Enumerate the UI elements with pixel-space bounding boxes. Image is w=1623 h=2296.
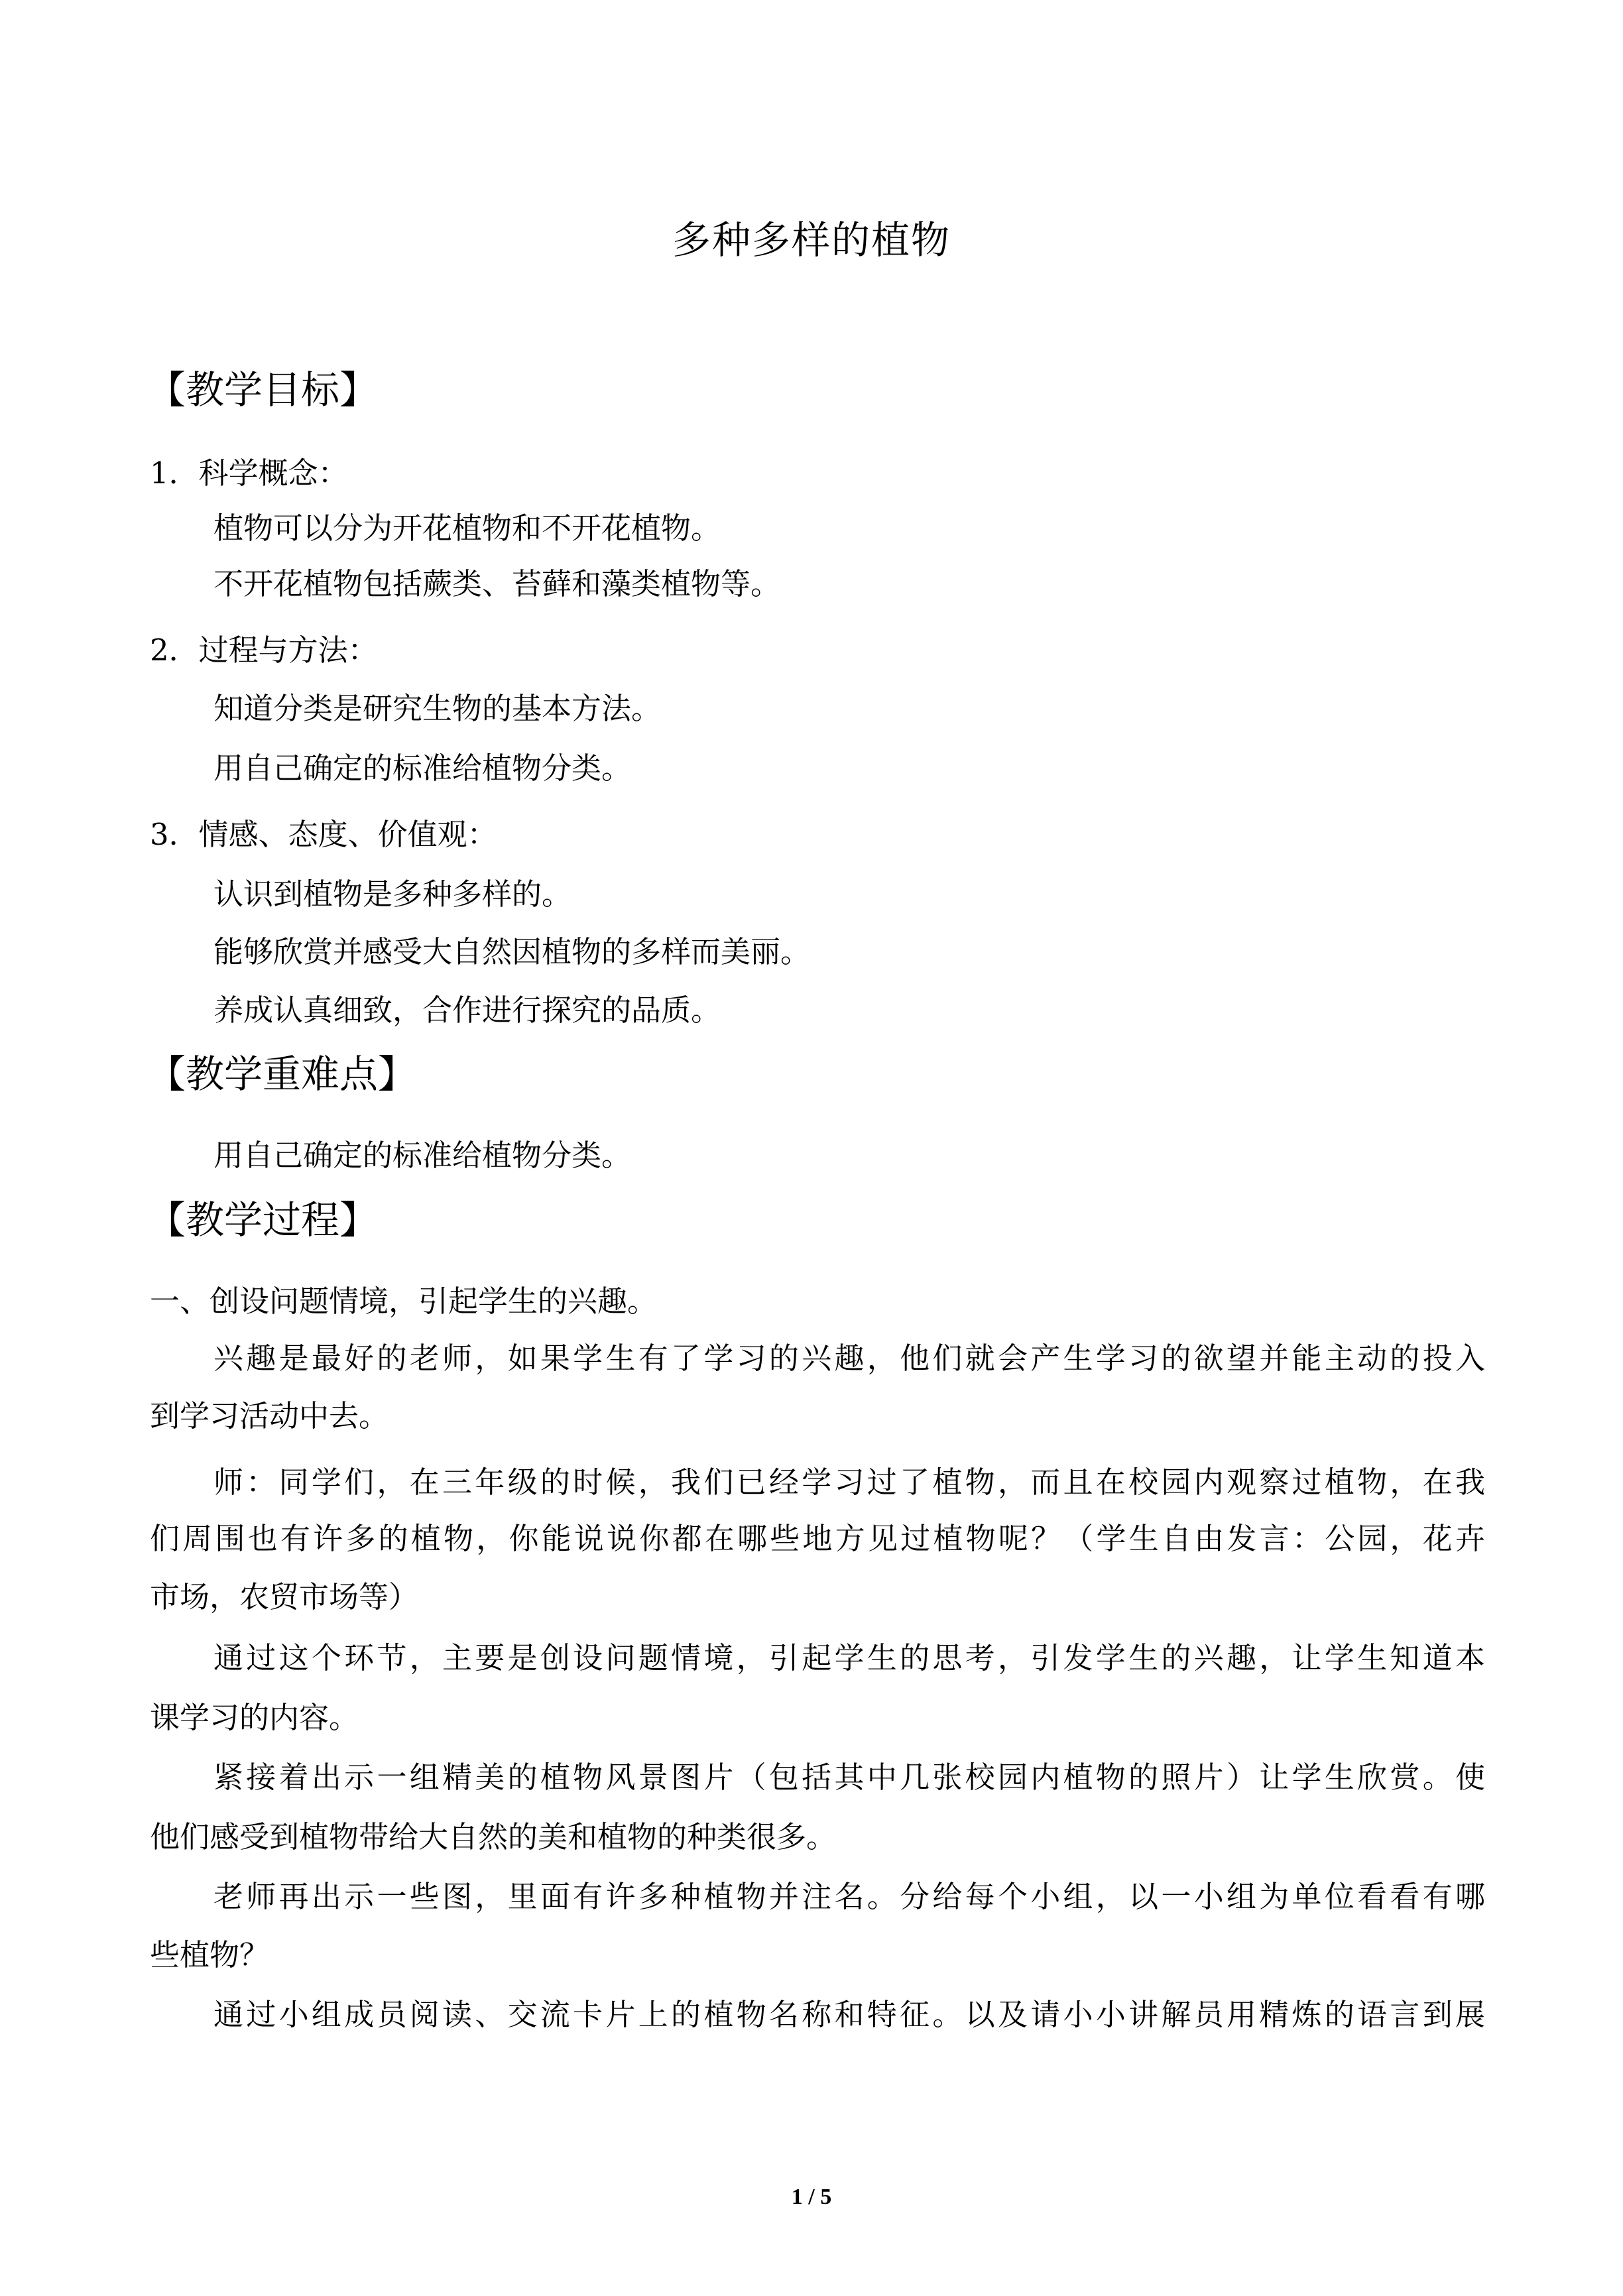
paragraph-line: 兴趣是最好的老师，如果学生有了学习的兴趣，他们就会产生学习的欲望并能主动的投入 (213, 1341, 1485, 1376)
section-heading-objectives: 【教学目标】 (147, 367, 379, 412)
paragraph-line: 通过小组成员阅读、交流卡片上的植物名称和特征。以及请小小讲解员用精炼的语言到展 (213, 1997, 1485, 2032)
objective-3-label: 3．情感、态度、价值观： (150, 817, 497, 852)
section-heading-process: 【教学过程】 (147, 1197, 379, 1242)
paragraph-line: 他们感受到植物带给大自然的美和植物的种类很多。 (150, 1819, 837, 1854)
objective-1-line: 植物可以分为开花植物和不开花植物。 (213, 511, 721, 546)
objective-1-line: 不开花植物包括蕨类、苔藓和藻类植物等。 (213, 566, 781, 601)
objective-2-line: 知道分类是研究生物的基本方法。 (213, 691, 662, 726)
objective-2-label: 2．过程与方法： (150, 633, 378, 668)
paragraph-line: 到学习活动中去。 (150, 1398, 389, 1433)
paragraph-line: 老师再出示一些图，里面有许多种植物并注名。分给每个小组，以一小组为单位看看有哪 (213, 1879, 1485, 1914)
page-title: 多种多样的植物 (672, 217, 951, 263)
paragraph-line: 课学习的内容。 (150, 1700, 359, 1735)
objective-3-line: 养成认真细致，合作进行探究的品质。 (213, 993, 721, 1028)
objective-1-label: 1．科学概念： (150, 455, 348, 491)
paragraph-line: 们周围也有许多的植物，你能说说你都在哪些地方见过植物呢？（学生自由发言：公园，花卉 (150, 1521, 1485, 1556)
paragraph-line: 师：同学们，在三年级的时候，我们已经学习过了植物，而且在校园内观察过植物，在我 (213, 1465, 1485, 1500)
section-heading-keypoints: 【教学重难点】 (147, 1052, 417, 1097)
keypoints-text: 用自己确定的标准给植物分类。 (213, 1138, 632, 1173)
process-step-1: 一、创设问题情境，引起学生的兴趣。 (150, 1284, 658, 1319)
paragraph-line: 紧接着出示一组精美的植物风景图片（包括其中几张校园内植物的照片）让学生欣赏。使 (213, 1760, 1485, 1795)
paragraph-line: 些植物？ (150, 1937, 270, 1972)
page-number: 1 / 5 (791, 2185, 832, 2209)
paragraph-line: 市场，农贸市场等） (150, 1579, 419, 1614)
objective-2-line: 用自己确定的标准给植物分类。 (213, 751, 632, 786)
objective-3-line: 能够欣赏并感受大自然因植物的多样而美丽。 (213, 934, 811, 969)
paragraph-line: 通过这个环节，主要是创设问题情境，引起学生的思考，引发学生的兴趣，让学生知道本 (213, 1640, 1485, 1675)
objective-3-line: 认识到植物是多种多样的。 (213, 876, 572, 912)
